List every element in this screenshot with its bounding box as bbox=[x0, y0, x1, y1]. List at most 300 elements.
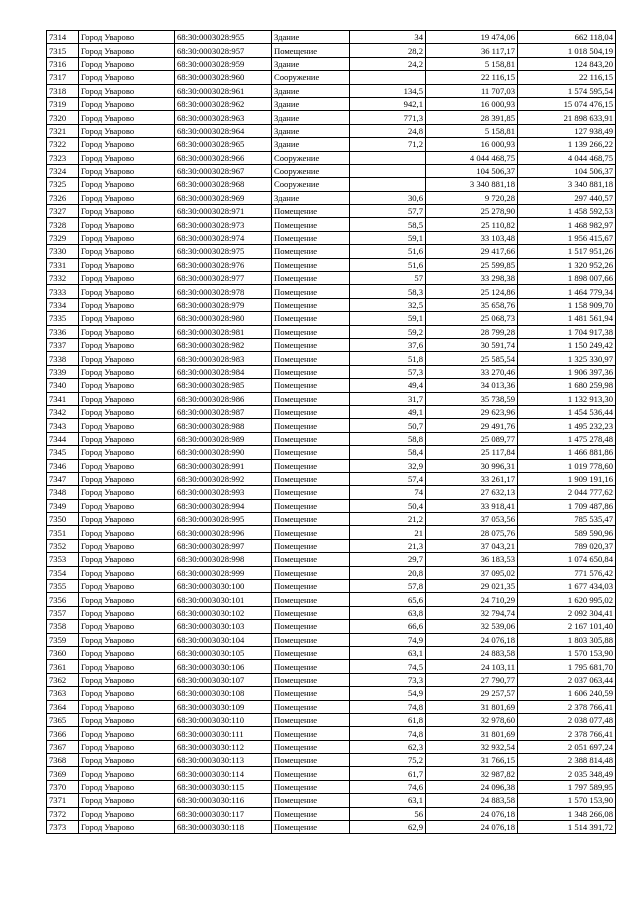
cadastral-number-cell: 68:30:0003028:979 bbox=[175, 298, 272, 311]
unit-value-cell: 3 340 881,18 bbox=[426, 178, 518, 191]
table-row bbox=[47, 312, 616, 325]
cadastral-number-cell: 68:30:0003028:996 bbox=[175, 526, 272, 539]
object-type-cell: Здание bbox=[272, 191, 350, 204]
table-row bbox=[47, 84, 616, 97]
locality-cell: Город Уварово bbox=[79, 231, 175, 244]
locality-cell: Город Уварово bbox=[79, 580, 175, 593]
cadastral-value-cell: 1 018 504,19 bbox=[518, 44, 616, 57]
locality-cell: Город Уварово bbox=[79, 633, 175, 646]
cadastral-number-cell: 68:30:0003028:971 bbox=[175, 205, 272, 218]
cadastral-value-cell: 1 466 881,86 bbox=[518, 446, 616, 459]
locality-cell: Город Уварово bbox=[79, 191, 175, 204]
unit-value-cell: 30 591,74 bbox=[426, 338, 518, 351]
object-type-cell: Здание bbox=[272, 57, 350, 70]
cadastral-value-cell: 1 458 592,53 bbox=[518, 205, 616, 218]
table-row bbox=[47, 272, 616, 285]
table-row bbox=[47, 620, 616, 633]
cadastral-value-cell: 2 038 077,48 bbox=[518, 713, 616, 726]
row-number: 7364 bbox=[47, 700, 79, 713]
object-type-cell: Помещение bbox=[272, 687, 350, 700]
cadastral-value-cell: 1 803 305,88 bbox=[518, 633, 616, 646]
cadastral-number-cell: 68:30:0003030:109 bbox=[175, 700, 272, 713]
unit-value-cell: 104 506,37 bbox=[426, 164, 518, 177]
row-number: 7331 bbox=[47, 258, 79, 271]
row-number: 7346 bbox=[47, 459, 79, 472]
cadastral-value-cell: 3 340 881,18 bbox=[518, 178, 616, 191]
table-row bbox=[47, 178, 616, 191]
cadastral-value-cell: 4 044 468,75 bbox=[518, 151, 616, 164]
object-type-cell: Помещение bbox=[272, 580, 350, 593]
cadastral-number-cell: 68:30:0003030:115 bbox=[175, 780, 272, 793]
locality-cell: Город Уварово bbox=[79, 258, 175, 271]
unit-value-cell: 32 978,60 bbox=[426, 713, 518, 726]
unit-value-cell: 24 076,18 bbox=[426, 807, 518, 820]
object-type-cell: Помещение bbox=[272, 44, 350, 57]
unit-value-cell: 34 013,36 bbox=[426, 379, 518, 392]
cadastral-number-cell: 68:30:0003028:955 bbox=[175, 31, 272, 44]
table-body bbox=[47, 31, 616, 834]
cadastral-value-cell: 104 506,37 bbox=[518, 164, 616, 177]
table-row bbox=[47, 794, 616, 807]
cadastral-value-cell: 1 139 266,22 bbox=[518, 138, 616, 151]
unit-value-cell: 33 261,17 bbox=[426, 472, 518, 485]
cadastral-number-cell: 68:30:0003028:969 bbox=[175, 191, 272, 204]
unit-value-cell: 25 124,86 bbox=[426, 285, 518, 298]
cadastral-number-cell: 68:30:0003028:977 bbox=[175, 272, 272, 285]
area-cell: 34 bbox=[350, 31, 426, 44]
area-cell: 74,8 bbox=[350, 727, 426, 740]
cadastral-number-cell: 68:30:0003028:997 bbox=[175, 539, 272, 552]
cadastral-number-cell: 68:30:0003028:992 bbox=[175, 472, 272, 485]
row-number: 7366 bbox=[47, 727, 79, 740]
table-row bbox=[47, 138, 616, 151]
row-number: 7369 bbox=[47, 767, 79, 780]
area-cell: 73,3 bbox=[350, 673, 426, 686]
object-type-cell: Помещение bbox=[272, 272, 350, 285]
cadastral-value-cell: 1 704 917,38 bbox=[518, 325, 616, 338]
row-number: 7354 bbox=[47, 566, 79, 579]
table-row bbox=[47, 31, 616, 44]
row-number: 7342 bbox=[47, 405, 79, 418]
unit-value-cell: 33 103,48 bbox=[426, 231, 518, 244]
cadastral-value-cell: 1 158 909,70 bbox=[518, 298, 616, 311]
table-row bbox=[47, 71, 616, 84]
area-cell: 50,4 bbox=[350, 499, 426, 512]
unit-value-cell: 35 738,59 bbox=[426, 392, 518, 405]
row-number: 7360 bbox=[47, 646, 79, 659]
row-number: 7336 bbox=[47, 325, 79, 338]
cadastral-value-cell: 1 517 951,26 bbox=[518, 245, 616, 258]
locality-cell: Город Уварово bbox=[79, 392, 175, 405]
area-cell: 30,6 bbox=[350, 191, 426, 204]
locality-cell: Город Уварово bbox=[79, 57, 175, 70]
locality-cell: Город Уварово bbox=[79, 740, 175, 753]
row-number: 7322 bbox=[47, 138, 79, 151]
unit-value-cell: 28 799,28 bbox=[426, 325, 518, 338]
object-type-cell: Помещение bbox=[272, 392, 350, 405]
row-number: 7318 bbox=[47, 84, 79, 97]
cadastral-value-cell: 124 843,20 bbox=[518, 57, 616, 70]
unit-value-cell: 31 766,15 bbox=[426, 754, 518, 767]
cadastral-number-cell: 68:30:0003030:118 bbox=[175, 821, 272, 834]
unit-value-cell: 9 720,28 bbox=[426, 191, 518, 204]
row-number: 7368 bbox=[47, 754, 79, 767]
row-number: 7350 bbox=[47, 513, 79, 526]
table-row bbox=[47, 486, 616, 499]
cadastral-number-cell: 68:30:0003028:982 bbox=[175, 338, 272, 351]
area-cell: 32,5 bbox=[350, 298, 426, 311]
object-type-cell: Помещение bbox=[272, 419, 350, 432]
unit-value-cell: 5 158,81 bbox=[426, 57, 518, 70]
table-row bbox=[47, 245, 616, 258]
cadastral-value-cell: 1 909 191,16 bbox=[518, 472, 616, 485]
object-type-cell: Помещение bbox=[272, 205, 350, 218]
unit-value-cell: 25 089,77 bbox=[426, 432, 518, 445]
locality-cell: Город Уварово bbox=[79, 419, 175, 432]
cadastral-value-cell: 1 906 397,36 bbox=[518, 365, 616, 378]
cadastral-number-cell: 68:30:0003028:993 bbox=[175, 486, 272, 499]
locality-cell: Город Уварово bbox=[79, 807, 175, 820]
locality-cell: Город Уварово bbox=[79, 700, 175, 713]
object-type-cell: Помещение bbox=[272, 325, 350, 338]
object-type-cell: Помещение bbox=[272, 513, 350, 526]
unit-value-cell: 25 117,84 bbox=[426, 446, 518, 459]
row-number: 7316 bbox=[47, 57, 79, 70]
cadastral-value-cell: 1 464 779,34 bbox=[518, 285, 616, 298]
table-row bbox=[47, 352, 616, 365]
cadastral-value-cell: 1 898 007,66 bbox=[518, 272, 616, 285]
locality-cell: Город Уварово bbox=[79, 713, 175, 726]
area-cell: 771,3 bbox=[350, 111, 426, 124]
cadastral-value-cell: 1 074 650,84 bbox=[518, 553, 616, 566]
area-cell: 49,1 bbox=[350, 405, 426, 418]
locality-cell: Город Уварово bbox=[79, 499, 175, 512]
cadastral-number-cell: 68:30:0003028:968 bbox=[175, 178, 272, 191]
cadastral-number-cell: 68:30:0003030:108 bbox=[175, 687, 272, 700]
object-type-cell: Помещение bbox=[272, 539, 350, 552]
unit-value-cell: 22 116,15 bbox=[426, 71, 518, 84]
locality-cell: Город Уварово bbox=[79, 780, 175, 793]
unit-value-cell: 37 053,56 bbox=[426, 513, 518, 526]
locality-cell: Город Уварово bbox=[79, 365, 175, 378]
area-cell: 74 bbox=[350, 486, 426, 499]
cadastral-value-cell: 22 116,15 bbox=[518, 71, 616, 84]
row-number: 7337 bbox=[47, 338, 79, 351]
row-number: 7347 bbox=[47, 472, 79, 485]
cadastral-number-cell: 68:30:0003030:102 bbox=[175, 606, 272, 619]
cadastral-value-cell: 2 378 766,41 bbox=[518, 700, 616, 713]
locality-cell: Город Уварово bbox=[79, 660, 175, 673]
table-row bbox=[47, 258, 616, 271]
row-number: 7335 bbox=[47, 312, 79, 325]
cadastral-number-cell: 68:30:0003028:987 bbox=[175, 405, 272, 418]
area-cell: 50,7 bbox=[350, 419, 426, 432]
object-type-cell: Помещение bbox=[272, 472, 350, 485]
cadastral-value-cell: 1 606 240,59 bbox=[518, 687, 616, 700]
unit-value-cell: 19 474,06 bbox=[426, 31, 518, 44]
row-number: 7332 bbox=[47, 272, 79, 285]
cadastral-number-cell: 68:30:0003028:986 bbox=[175, 392, 272, 405]
locality-cell: Город Уварово bbox=[79, 84, 175, 97]
cadastral-number-cell: 68:30:0003030:100 bbox=[175, 580, 272, 593]
area-cell: 63,1 bbox=[350, 794, 426, 807]
unit-value-cell: 27 632,13 bbox=[426, 486, 518, 499]
unit-value-cell: 32 794,74 bbox=[426, 606, 518, 619]
unit-value-cell: 33 270,46 bbox=[426, 365, 518, 378]
table-row bbox=[47, 780, 616, 793]
cadastral-number-cell: 68:30:0003028:989 bbox=[175, 432, 272, 445]
cadastral-value-cell: 589 590,96 bbox=[518, 526, 616, 539]
unit-value-cell: 29 417,66 bbox=[426, 245, 518, 258]
row-number: 7363 bbox=[47, 687, 79, 700]
locality-cell: Город Уварово bbox=[79, 606, 175, 619]
object-type-cell: Помещение bbox=[272, 379, 350, 392]
area-cell: 24,8 bbox=[350, 124, 426, 137]
cadastral-number-cell: 68:30:0003028:983 bbox=[175, 352, 272, 365]
object-type-cell: Помещение bbox=[272, 338, 350, 351]
locality-cell: Город Уварово bbox=[79, 111, 175, 124]
area-cell: 49,4 bbox=[350, 379, 426, 392]
cadastral-value-cell: 1 570 153,90 bbox=[518, 794, 616, 807]
object-type-cell: Помещение bbox=[272, 231, 350, 244]
area-cell: 75,2 bbox=[350, 754, 426, 767]
area-cell: 61,7 bbox=[350, 767, 426, 780]
locality-cell: Город Уварово bbox=[79, 432, 175, 445]
cadastral-number-cell: 68:30:0003030:117 bbox=[175, 807, 272, 820]
unit-value-cell: 25 278,90 bbox=[426, 205, 518, 218]
area-cell: 62,3 bbox=[350, 740, 426, 753]
row-number: 7365 bbox=[47, 713, 79, 726]
row-number: 7321 bbox=[47, 124, 79, 137]
unit-value-cell: 29 491,76 bbox=[426, 419, 518, 432]
cadastral-number-cell: 68:30:0003030:101 bbox=[175, 593, 272, 606]
area-cell: 63,1 bbox=[350, 646, 426, 659]
unit-value-cell: 24 883,58 bbox=[426, 794, 518, 807]
row-number: 7329 bbox=[47, 231, 79, 244]
cadastral-number-cell: 68:30:0003028:991 bbox=[175, 459, 272, 472]
table-row bbox=[47, 111, 616, 124]
object-type-cell: Помещение bbox=[272, 526, 350, 539]
row-number: 7343 bbox=[47, 419, 79, 432]
cadastral-number-cell: 68:30:0003028:998 bbox=[175, 553, 272, 566]
cadastral-value-cell: 127 938,49 bbox=[518, 124, 616, 137]
row-number: 7362 bbox=[47, 673, 79, 686]
cadastral-value-cell: 1 514 391,72 bbox=[518, 821, 616, 834]
row-number: 7348 bbox=[47, 486, 79, 499]
object-type-cell: Помещение bbox=[272, 660, 350, 673]
object-type-cell: Помещение bbox=[272, 258, 350, 271]
object-type-cell: Сооружение bbox=[272, 178, 350, 191]
unit-value-cell: 4 044 468,75 bbox=[426, 151, 518, 164]
unit-value-cell: 24 883,58 bbox=[426, 646, 518, 659]
unit-value-cell: 36 183,53 bbox=[426, 553, 518, 566]
object-type-cell: Помещение bbox=[272, 352, 350, 365]
area-cell: 71,2 bbox=[350, 138, 426, 151]
cadastral-number-cell: 68:30:0003030:105 bbox=[175, 646, 272, 659]
unit-value-cell: 24 076,18 bbox=[426, 633, 518, 646]
area-cell bbox=[350, 164, 426, 177]
cadastral-value-cell: 789 020,37 bbox=[518, 539, 616, 552]
cadastral-value-cell: 1 620 995,02 bbox=[518, 593, 616, 606]
object-type-cell: Помещение bbox=[272, 646, 350, 659]
cadastral-value-cell: 662 118,04 bbox=[518, 31, 616, 44]
unit-value-cell: 24 710,29 bbox=[426, 593, 518, 606]
area-cell: 66,6 bbox=[350, 620, 426, 633]
table-row bbox=[47, 205, 616, 218]
cadastral-number-cell: 68:30:0003028:966 bbox=[175, 151, 272, 164]
table-row bbox=[47, 325, 616, 338]
row-number: 7345 bbox=[47, 446, 79, 459]
table-row bbox=[47, 526, 616, 539]
object-type-cell: Помещение bbox=[272, 633, 350, 646]
cadastral-number-cell: 68:30:0003028:967 bbox=[175, 164, 272, 177]
row-number: 7373 bbox=[47, 821, 79, 834]
cadastral-value-cell: 1 680 259,98 bbox=[518, 379, 616, 392]
object-type-cell: Помещение bbox=[272, 486, 350, 499]
table-row bbox=[47, 191, 616, 204]
area-cell: 57,3 bbox=[350, 365, 426, 378]
row-number: 7355 bbox=[47, 580, 79, 593]
locality-cell: Город Уварово bbox=[79, 178, 175, 191]
locality-cell: Город Уварово bbox=[79, 405, 175, 418]
cadastral-value-cell: 1 320 952,26 bbox=[518, 258, 616, 271]
unit-value-cell: 5 158,81 bbox=[426, 124, 518, 137]
unit-value-cell: 32 987,82 bbox=[426, 767, 518, 780]
row-number: 7334 bbox=[47, 298, 79, 311]
table-row bbox=[47, 151, 616, 164]
unit-value-cell: 37 043,21 bbox=[426, 539, 518, 552]
object-type-cell: Помещение bbox=[272, 700, 350, 713]
locality-cell: Город Уварово bbox=[79, 646, 175, 659]
unit-value-cell: 25 110,82 bbox=[426, 218, 518, 231]
unit-value-cell: 35 658,76 bbox=[426, 298, 518, 311]
locality-cell: Город Уварово bbox=[79, 526, 175, 539]
table-row bbox=[47, 285, 616, 298]
row-number: 7353 bbox=[47, 553, 79, 566]
row-number: 7338 bbox=[47, 352, 79, 365]
row-number: 7361 bbox=[47, 660, 79, 673]
cadastral-number-cell: 68:30:0003030:106 bbox=[175, 660, 272, 673]
cadastral-value-cell: 1 797 589,95 bbox=[518, 780, 616, 793]
table-row bbox=[47, 660, 616, 673]
object-type-cell: Помещение bbox=[272, 245, 350, 258]
area-cell: 942,1 bbox=[350, 97, 426, 110]
locality-cell: Город Уварово bbox=[79, 593, 175, 606]
unit-value-cell: 31 801,69 bbox=[426, 727, 518, 740]
locality-cell: Город Уварово bbox=[79, 754, 175, 767]
object-type-cell: Помещение bbox=[272, 446, 350, 459]
cadastral-value-cell: 1 574 595,54 bbox=[518, 84, 616, 97]
locality-cell: Город Уварово bbox=[79, 513, 175, 526]
unit-value-cell: 28 075,76 bbox=[426, 526, 518, 539]
row-number: 7351 bbox=[47, 526, 79, 539]
cadastral-value-cell: 2 035 348,49 bbox=[518, 767, 616, 780]
locality-cell: Город Уварово bbox=[79, 298, 175, 311]
cadastral-number-cell: 68:30:0003028:988 bbox=[175, 419, 272, 432]
unit-value-cell: 24 103,11 bbox=[426, 660, 518, 673]
locality-cell: Город Уварово bbox=[79, 31, 175, 44]
locality-cell: Город Уварово bbox=[79, 459, 175, 472]
unit-value-cell: 30 996,31 bbox=[426, 459, 518, 472]
cadastral-value-cell: 1 956 415,67 bbox=[518, 231, 616, 244]
area-cell: 29,7 bbox=[350, 553, 426, 566]
cadastral-number-cell: 68:30:0003030:104 bbox=[175, 633, 272, 646]
area-cell: 58,3 bbox=[350, 285, 426, 298]
object-type-cell: Помещение bbox=[272, 767, 350, 780]
cadastral-value-cell: 2 044 777,62 bbox=[518, 486, 616, 499]
cadastral-number-cell: 68:30:0003030:112 bbox=[175, 740, 272, 753]
table-row bbox=[47, 44, 616, 57]
row-number: 7327 bbox=[47, 205, 79, 218]
cadastral-number-cell: 68:30:0003028:965 bbox=[175, 138, 272, 151]
locality-cell: Город Уварово bbox=[79, 352, 175, 365]
unit-value-cell: 28 391,85 bbox=[426, 111, 518, 124]
cadastral-number-cell: 68:30:0003028:974 bbox=[175, 231, 272, 244]
cadastral-value-cell: 2 388 814,48 bbox=[518, 754, 616, 767]
cadastral-number-cell: 68:30:0003028:973 bbox=[175, 218, 272, 231]
area-cell: 74,9 bbox=[350, 633, 426, 646]
area-cell: 56 bbox=[350, 807, 426, 820]
locality-cell: Город Уварово bbox=[79, 472, 175, 485]
table-row bbox=[47, 405, 616, 418]
cadastral-number-cell: 68:30:0003028:957 bbox=[175, 44, 272, 57]
object-type-cell: Помещение bbox=[272, 285, 350, 298]
unit-value-cell: 29 257,57 bbox=[426, 687, 518, 700]
table-row bbox=[47, 231, 616, 244]
object-type-cell: Здание bbox=[272, 138, 350, 151]
locality-cell: Город Уварово bbox=[79, 44, 175, 57]
object-type-cell: Помещение bbox=[272, 821, 350, 834]
locality-cell: Город Уварово bbox=[79, 218, 175, 231]
area-cell: 58,8 bbox=[350, 432, 426, 445]
area-cell: 74,6 bbox=[350, 780, 426, 793]
object-type-cell: Помещение bbox=[272, 218, 350, 231]
object-type-cell: Помещение bbox=[272, 780, 350, 793]
cadastral-number-cell: 68:30:0003030:111 bbox=[175, 727, 272, 740]
locality-cell: Город Уварово bbox=[79, 620, 175, 633]
row-number: 7326 bbox=[47, 191, 79, 204]
table-row bbox=[47, 432, 616, 445]
unit-value-cell: 27 790,77 bbox=[426, 673, 518, 686]
table-row bbox=[47, 379, 616, 392]
row-number: 7330 bbox=[47, 245, 79, 258]
locality-cell: Город Уварово bbox=[79, 97, 175, 110]
cadastral-value-cell: 15 074 476,15 bbox=[518, 97, 616, 110]
row-number: 7328 bbox=[47, 218, 79, 231]
object-type-cell: Здание bbox=[272, 84, 350, 97]
cadastral-value-cell: 2 167 101,40 bbox=[518, 620, 616, 633]
area-cell bbox=[350, 151, 426, 164]
table-row bbox=[47, 821, 616, 834]
object-type-cell: Помещение bbox=[272, 365, 350, 378]
object-type-cell: Помещение bbox=[272, 713, 350, 726]
locality-cell: Город Уварово bbox=[79, 767, 175, 780]
cadastral-value-cell: 1 481 561,94 bbox=[518, 312, 616, 325]
table-row bbox=[47, 700, 616, 713]
cadastral-value-cell: 1 677 434,03 bbox=[518, 580, 616, 593]
locality-cell: Город Уварово bbox=[79, 151, 175, 164]
area-cell: 57,8 bbox=[350, 580, 426, 593]
row-number: 7358 bbox=[47, 620, 79, 633]
cadastral-value-cell: 1 454 536,44 bbox=[518, 405, 616, 418]
object-type-cell: Здание bbox=[272, 111, 350, 124]
area-cell: 61,8 bbox=[350, 713, 426, 726]
cadastral-value-cell: 2 037 063,44 bbox=[518, 673, 616, 686]
table-row bbox=[47, 57, 616, 70]
row-number: 7319 bbox=[47, 97, 79, 110]
area-cell: 54,9 bbox=[350, 687, 426, 700]
area-cell: 74,5 bbox=[350, 660, 426, 673]
